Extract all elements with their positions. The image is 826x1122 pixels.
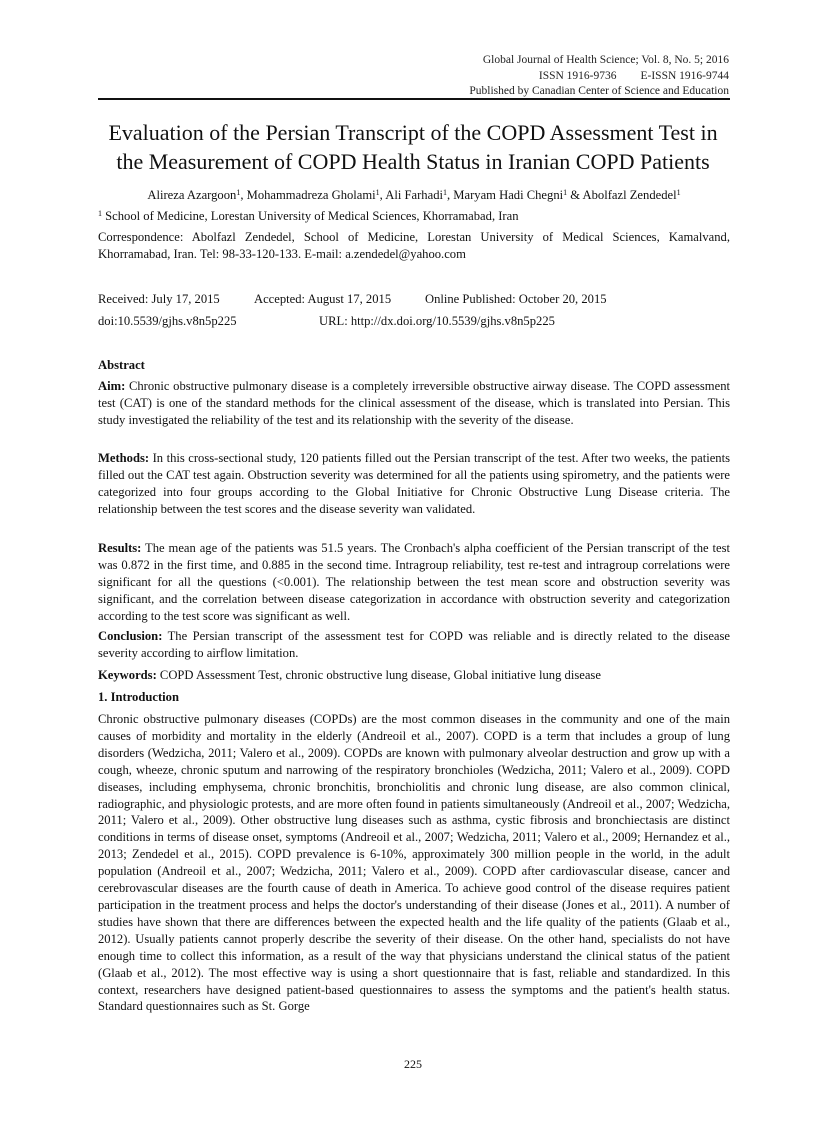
author: Ali Farhadi$^1$, [385,188,454,202]
page-number: 225 [404,1057,422,1071]
author: Alireza Azargoon$^1$, [147,188,247,202]
abstract-results: Results: The mean age of the patients was 51.5 years. The Cronbach's alpha coefficient of the Persian transcript of the test was 0.872 in the first time, and 0.885 in the second time. Intragroup reliability, test re-test and intragroup correlations were significant for all the questions (<0.001). The relationship between the test mean score and obstruction severity was significant, and the correlation between disease categorization in accordance with obstruction severity and categorization according to the test score was significant as well. [98,541,730,623]
conclusion-label: Conclusion: [98,629,163,643]
author: Mohammadreza Gholami$^1$, [246,188,386,202]
title-line-1: Evaluation of the Persian Transcript of the COPD Assessment Test in [108,120,718,145]
online-published-date: Online Published: October 20, 2015 [425,292,607,306]
identifiers-row [98,313,730,330]
abstract-methods: Methods: In this cross-sectional study, 120 patients filled out the Persian transcript of the test. After two weeks, the patients filled out the CAT test again. Obstruction severity was determined for all the patients using spirometry, and the patients were categorized into four groups according to the Global Initiative for Chronic Obstructive Lung Disease criteria. The relationship between the test scores and the disease severity wan validated. [98,451,730,516]
affiliation-marker: 1 [563,188,568,197]
keywords: Keywords: COPD Assessment Test, chronic obstructive lung disease, Global initiative lung disease [98,668,601,682]
publisher-line: Published by Canadian Center of Science and Education [469,85,729,97]
paper-title [70,118,756,176]
abstract-aim: Aim: Chronic obstructive pulmonary disease is a completely irreversible obstructive airway disease. The COPD assessment test (CAT) is one of the standard methods for the clinical assessment of the disease, which is translated into Persian. This study investigated the reliability of the test and its relationship with the severity of the disease. [98,379,730,427]
eissn: E-ISSN 1916-9744 [640,69,729,82]
correspondence: Correspondence: Abolfazl Zendedel, School of Medicine, Lorestan University of Medical Sciences, Kamalvand, Khorramabad, Iran. Tel: 98-33-120-133. E-mail: a.zendedel@yahoo.com [98,230,730,261]
affiliation-marker: 1 [676,188,681,197]
affiliation-marker: 1 [375,188,380,197]
results-label: Results: [98,541,142,555]
affiliation: $^1$ School of Medicine, Lorestan University of Medical Sciences, Khorramabad, Iran [98,209,519,223]
received-date: Received: July 17, 2015 [98,292,220,306]
accepted-date: Accepted: August 17, 2015 [254,292,392,306]
dates-row [98,291,730,308]
issn-line [329,69,729,85]
author-list [98,185,730,203]
affiliation-marker: 1 [98,209,102,218]
journal-line: Global Journal of Health Science; Vol. 8, No. 5; 2016 [482,54,729,66]
publication-dates [98,291,730,330]
doi: doi:10.5539/gjhs.v8n5p225 [98,314,237,328]
title-line-2: the Measurement of COPD Health Status in Iranian COPD Patients [116,149,710,174]
affiliation-marker: 1 [236,188,241,197]
doi-url-link[interactable]: URL: http://dx.doi.org/10.5539/gjhs.v8n5p225 [319,314,555,328]
aim-label: Aim: [98,379,126,393]
introduction-heading: 1. Introduction [98,690,179,704]
author: Abolfazl Zendedel$^1$ [582,188,681,202]
methods-label: Methods: [98,451,150,465]
keywords-label: Keywords: [98,668,157,682]
issn: ISSN 1916-9736 [538,69,617,82]
affiliation-marker: 1 [443,188,447,197]
header-divider [98,98,730,100]
introduction-paragraph: Chronic obstructive pulmonary diseases (COPDs) are the most common diseases in the community and one of the main causes of morbidity and mortality in the elderly (Andreoil et al., 2007). COPD is a term that includes a group of lung disorders (Wedzicha, 2011; Valero et al., 2009). COPDs are known with pulmonary alveolar destruction and grow up with a cough, wheeze, chronic sputum and narrowing of the respiratory bronchioles (Wedzicha, 2011; Valero et al., 2009). COPD diseases, including emphysema, chronic bronchitis, bronchiolitis and chronic lung disease, are also common clinical, radiographic, and physiologic protests, and are more often found in patients simultaneously (Andreoil et al., 2007; Wedzicha, 2011; Valero et al., 2009). Other obstructive lung diseases such as asthma, cystic fibrosis and bronchiectasis are distinct conditions in terms of disease onset, symptoms (Andreoil et al., 2007; Wedzicha, 2011; Valero et al., 2009; Hernandez et al., 2013; Zendedel et al., 2015). COPD prevalence is 6-10%, approximately 300 million people in the world, in the adult population (Andreoil et al., 2007; Wedzicha, 2011; Valero et al., 2009). COPD after cardiovascular disease, cancer and cerebrovascular diseases are the fourth cause of death in America. To achieve good control of the disease requires patient participation in the treatment process and helps the doctor's understanding of their disease (Jones et al., 2011). A number of studies have shown that there are differences between the expected health and the life quality of the patients (Glaab et al., 2012). Usually patients cannot properly describe the severity of their disease. On the other hand, specialists do not have enough time to collect this information, as a result of the way that physicians understand the clinical status of the patient (Glaab et al., 2012). The most effective way is using a short questionnaire that is fast, reliable and standardized. In this context, researchers have designed patient-based questionnaires to assess the symptoms and the patient's health status. Standard questionnaires such as St. Gorge [98,712,730,1014]
abstract-heading: Abstract [98,358,145,372]
author: Maryam Hadi Chegni$^1$ & [453,188,583,202]
running-header [329,53,729,100]
abstract-conclusion: Conclusion: The Persian transcript of the assessment test for COPD was reliable and is directly related to the disease severity according to airflow limitation. [98,629,730,660]
